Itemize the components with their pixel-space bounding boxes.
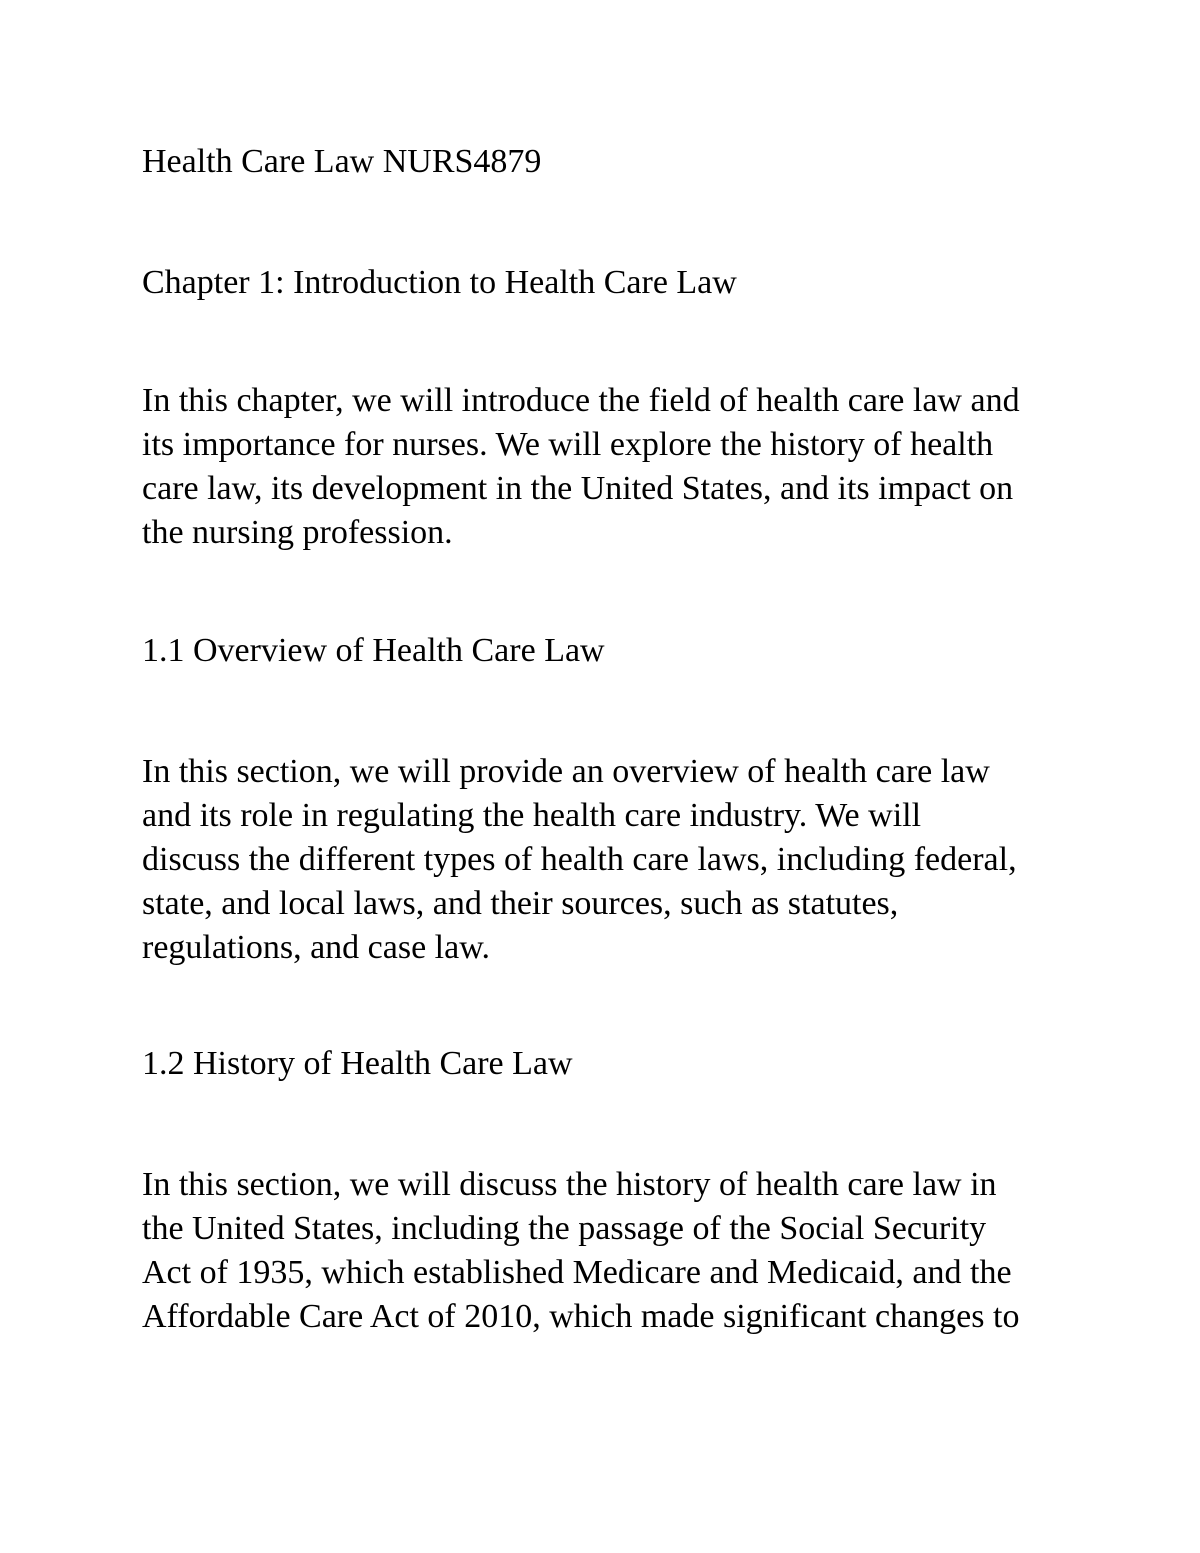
section-heading bbox=[142, 629, 1062, 673]
paragraph-line: its importance for nurses. We will explore the history of health bbox=[142, 426, 994, 463]
paragraph-line: the United States, including the passage of the Social Security bbox=[142, 1210, 987, 1247]
paragraph-line: and its role in regulating the health care industry. We will bbox=[142, 797, 922, 834]
chapter-heading bbox=[142, 261, 1062, 305]
paragraph-line: regulations, and case law. bbox=[142, 929, 491, 966]
paragraph-line: the nursing profession. bbox=[142, 514, 453, 551]
paragraph-line: In this section, we will provide an overview of health care law bbox=[142, 753, 990, 790]
paragraph-line: In this chapter, we will introduce the field of health care law and bbox=[142, 382, 1020, 419]
paragraph-line: state, and local laws, and their sources, such as statutes, bbox=[142, 885, 899, 922]
paragraph-line: Act of 1935, which established Medicare and Medicaid, and the bbox=[142, 1254, 1012, 1291]
section-paragraph bbox=[142, 750, 1062, 970]
paragraph-line: discuss the different types of health care laws, including federal, bbox=[142, 841, 1017, 878]
paragraph-line: Affordable Care Act of 2010, which made significant changes to bbox=[142, 1298, 1020, 1335]
document-title-text: Health Care Law NURS4879 bbox=[142, 143, 542, 180]
section-heading-text: 1.2 History of Health Care Law bbox=[142, 1045, 573, 1082]
section-paragraph bbox=[142, 1163, 1062, 1339]
document-title bbox=[142, 140, 1062, 184]
section-heading bbox=[142, 1042, 1062, 1086]
paragraph-line: In this section, we will discuss the history of health care law in bbox=[142, 1166, 997, 1203]
intro-paragraph bbox=[142, 379, 1062, 555]
paragraph-line: care law, its development in the United States, and its impact on bbox=[142, 470, 1014, 507]
chapter-heading-text: Chapter 1: Introduction to Health Care Law bbox=[142, 264, 737, 301]
section-heading-text: 1.1 Overview of Health Care Law bbox=[142, 632, 605, 669]
